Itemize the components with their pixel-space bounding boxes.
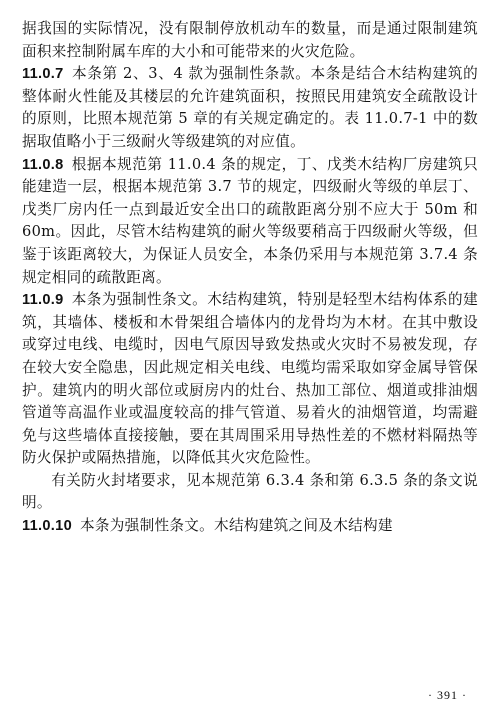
paragraph-11-0-7 [22,63,478,153]
paragraph-11-0-8 [22,154,478,290]
paragraph-text: 本条第 2、3、4 款为强制性条款。本条是结合木结构建筑的整体耐火性能及其楼层的允许建筑面积，按照民用建筑安全疏散设计的原则，比照本规范第 5 章的有关规定确定的。表 11.0.7-1 中的数据取值略小于三级耐火等级建筑的对应值。 [22,65,478,150]
page-number: · 391 · [428,688,467,702]
paragraph-intro [22,18,478,63]
clause-number: 11.0.7 [22,66,64,83]
paragraph-text: 有关防火封堵要求，见本规范第 6.3.4 条和第 6.3.5 条的条文说明。 [22,471,478,512]
paragraph-11-0-9 [22,289,478,470]
document-page [22,18,478,538]
paragraph-text: 据我国的实际情况，没有限制停放机动车的数量，而是通过限制建筑面积来控制附属车库的大小和可能带来的火灾危险。 [22,20,478,60]
paragraph-text: 本条为强制性条文。木结构建筑之间及木结构建 [80,517,393,535]
clause-number: 11.0.9 [22,292,64,309]
paragraph-11-0-10 [22,515,478,538]
clause-number: 11.0.10 [22,518,72,535]
clause-number: 11.0.8 [22,156,64,173]
paragraph-text: 根据本规范第 11.0.4 条的规定，丁、戊类木结构厂房建筑只能建造一层，根据本规范第 3.7 节的规定，四级耐火等级的单层丁、戊类厂房内任一点到最近安全出口的疏散距离分别不应大于 50m 和 60m。因此，尽管木结构建筑的耐火等级要稍高于四级耐火等级，但鉴于该距离较大，为保证人员安全，本条仍采用与本规范第 3.7.4 条规定相同的疏散距离。 [22,155,478,286]
paragraph-fire-seal-note [22,470,478,515]
paragraph-text: 本条为强制性条文。木结构建筑，特别是轻型木结构体系的建筑，其墙体、楼板和木骨架组合墙体内的龙骨均为木材。在其中敷设或穿过电线、电缆时，因电气原因导致发热或火灾时不易被发现，存在较大安全隐患，因此规定相关电线、电缆均需采取如穿金属导管保护。建筑内的明火部位或厨房内的灶台、热加工部位、烟道或排油烟管道等高温作业或温度较高的排气管道、易着火的油烟管道，均需避免与这些墙体直接接触，要在其周围采用导热性差的不燃材料隔热等防火保护或隔热措施，以降低其火灾危险性。 [22,291,478,467]
